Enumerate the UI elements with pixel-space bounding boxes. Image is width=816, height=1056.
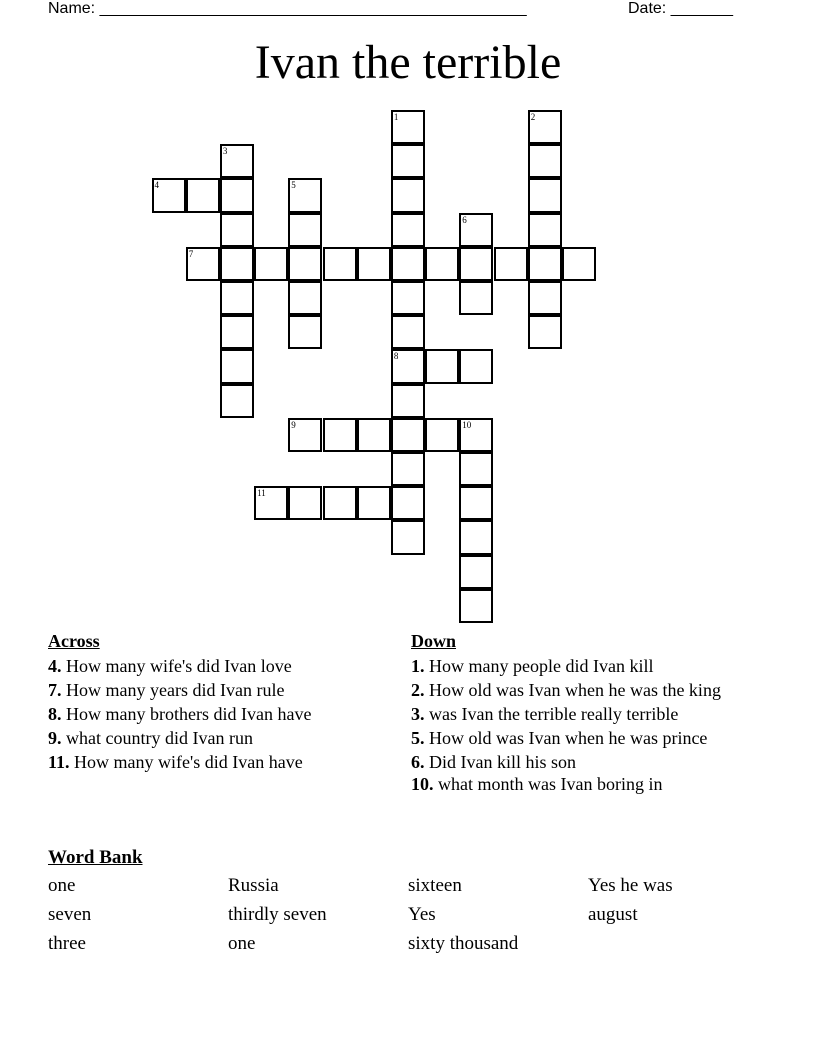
cell-number: 9 <box>291 419 296 430</box>
down-heading: Down <box>411 631 457 651</box>
crossword-cell[interactable] <box>357 418 391 452</box>
crossword-cell[interactable] <box>152 178 186 212</box>
clue-number: 8. <box>48 704 62 724</box>
crossword-cell[interactable] <box>254 486 288 520</box>
cell-number: 4 <box>154 180 159 191</box>
crossword-cell[interactable] <box>220 247 254 281</box>
clue-text: was Ivan the terrible really terrible <box>429 704 679 724</box>
crossword-cell[interactable] <box>288 247 322 281</box>
clue-item <box>411 773 751 795</box>
clue-item <box>48 679 378 701</box>
crossword-cell[interactable] <box>323 247 357 281</box>
clue-text: How old was Ivan when he was prince <box>429 728 708 748</box>
word-bank-item: sixteen <box>408 875 462 896</box>
cell-number: 11 <box>257 488 266 499</box>
clue-number: 2. <box>411 680 425 700</box>
clue-item <box>411 727 751 749</box>
crossword-cell[interactable] <box>220 144 254 178</box>
clue-text: How many wife's did Ivan love <box>66 656 292 676</box>
crossword-cell[interactable] <box>391 247 425 281</box>
word-bank-item: thirdly seven <box>228 904 327 925</box>
word-bank-item: three <box>48 933 86 954</box>
crossword-cell[interactable] <box>459 520 493 554</box>
crossword-cell[interactable] <box>459 247 493 281</box>
word-bank-item: august <box>588 904 638 925</box>
crossword-cell[interactable] <box>288 213 322 247</box>
word-bank-item: one <box>48 875 76 896</box>
cell-number: 3 <box>222 146 228 157</box>
crossword-cell[interactable] <box>391 144 425 178</box>
crossword-cell[interactable] <box>391 520 425 554</box>
crossword-cell[interactable] <box>288 315 322 349</box>
clue-text: How many brothers did Ivan have <box>66 704 312 724</box>
crossword-cell[interactable] <box>391 452 425 486</box>
crossword-cell[interactable] <box>288 281 322 315</box>
crossword-cell[interactable] <box>459 555 493 589</box>
crossword-cell[interactable] <box>459 486 493 520</box>
crossword-cell[interactable] <box>391 178 425 212</box>
crossword-cell[interactable] <box>220 349 254 383</box>
clue-text: Did Ivan kill his son <box>429 752 576 772</box>
clue-number: 7. <box>48 680 62 700</box>
clue-text: How many wife's did Ivan have <box>74 752 303 772</box>
crossword-cell[interactable] <box>186 247 220 281</box>
crossword-cell[interactable] <box>391 486 425 520</box>
crossword-cell[interactable] <box>459 452 493 486</box>
date-field[interactable]: Date: _______ <box>628 0 733 17</box>
clue-text: what month was Ivan boring in <box>438 774 663 794</box>
clue-number: 5. <box>411 728 425 748</box>
clue-number: 11. <box>48 752 70 772</box>
clue-text: How many people did Ivan kill <box>429 656 654 676</box>
clue-text: How old was Ivan when he was the king <box>429 680 721 700</box>
clue-item <box>48 751 378 773</box>
crossword-cell[interactable] <box>528 315 562 349</box>
crossword-cell[interactable] <box>528 281 562 315</box>
page-title: Ivan the terrible <box>254 36 562 89</box>
crossword-cell[interactable] <box>459 213 493 247</box>
cell-number: 5 <box>291 180 296 191</box>
crossword-cell[interactable] <box>186 178 220 212</box>
crossword-cell[interactable] <box>459 281 493 315</box>
word-bank-item: sixty thousand <box>408 933 519 954</box>
cell-number: 1 <box>393 112 399 122</box>
crossword-cell[interactable] <box>425 247 459 281</box>
word-bank <box>48 846 768 956</box>
across-heading: Across <box>48 631 100 651</box>
crossword-cell[interactable] <box>220 384 254 418</box>
crossword-cell[interactable] <box>220 315 254 349</box>
clue-number: 6. <box>411 752 425 772</box>
down-clues <box>411 630 751 797</box>
cell-number: 8 <box>393 351 399 362</box>
crossword-cell[interactable] <box>459 349 493 383</box>
crossword-cell[interactable] <box>254 247 288 281</box>
word-bank-item: seven <box>48 904 92 925</box>
cell-number: 6 <box>462 214 467 225</box>
word-bank-item: Russia <box>228 875 279 896</box>
crossword-cell[interactable] <box>288 486 322 520</box>
clue-item <box>411 679 751 701</box>
crossword-cell[interactable] <box>391 315 425 349</box>
crossword-cell[interactable] <box>391 110 425 144</box>
crossword-cell[interactable] <box>391 418 425 452</box>
crossword-cell[interactable] <box>459 589 493 623</box>
across-clues <box>48 630 378 775</box>
word-bank-item: Yes <box>408 904 436 925</box>
cell-number: 10 <box>462 419 472 430</box>
crossword-cell[interactable] <box>220 178 254 212</box>
crossword-cell[interactable] <box>528 247 562 281</box>
crossword-cell[interactable] <box>220 213 254 247</box>
name-field[interactable]: Name: ________________________________________________ <box>48 0 527 17</box>
clue-item <box>48 655 378 677</box>
word-bank-list <box>48 874 768 956</box>
crossword-cell[interactable] <box>357 486 391 520</box>
clue-text: How many years did Ivan rule <box>66 680 285 700</box>
clue-item <box>411 751 751 773</box>
clue-number: 10. <box>411 774 434 794</box>
crossword-cell[interactable] <box>323 418 357 452</box>
crossword-cell[interactable] <box>459 418 493 452</box>
word-bank-item: Yes he was <box>588 875 673 896</box>
crossword-cell[interactable] <box>220 281 254 315</box>
clue-item <box>411 703 751 725</box>
crossword-cell[interactable] <box>391 349 425 383</box>
crossword-cell[interactable] <box>323 486 357 520</box>
clue-item <box>411 655 751 677</box>
crossword-cell[interactable] <box>391 384 425 418</box>
crossword-cell[interactable] <box>528 144 562 178</box>
clue-item <box>48 703 378 725</box>
crossword-cell[interactable] <box>528 213 562 247</box>
crossword-cell[interactable] <box>528 178 562 212</box>
crossword-cell[interactable] <box>357 247 391 281</box>
word-bank-item: one <box>228 933 256 954</box>
clue-number: 3. <box>411 704 425 724</box>
crossword-cell[interactable] <box>288 178 322 212</box>
clue-item <box>48 727 378 749</box>
cell-number: 2 <box>530 112 536 122</box>
clue-number: 1. <box>411 656 425 676</box>
crossword-cell[interactable] <box>288 418 322 452</box>
crossword-cell[interactable] <box>425 418 459 452</box>
crossword-cell[interactable] <box>425 349 459 383</box>
cell-number: 7 <box>188 248 194 259</box>
clue-number: 9. <box>48 728 62 748</box>
crossword-cell[interactable] <box>562 247 596 281</box>
word-bank-heading: Word Bank <box>48 847 143 868</box>
crossword-cell[interactable] <box>391 213 425 247</box>
crossword-cell[interactable] <box>391 281 425 315</box>
clue-number: 4. <box>48 656 62 676</box>
crossword-cell[interactable] <box>528 110 562 144</box>
clue-text: what country did Ivan run <box>66 728 253 748</box>
crossword-cell[interactable] <box>494 247 528 281</box>
